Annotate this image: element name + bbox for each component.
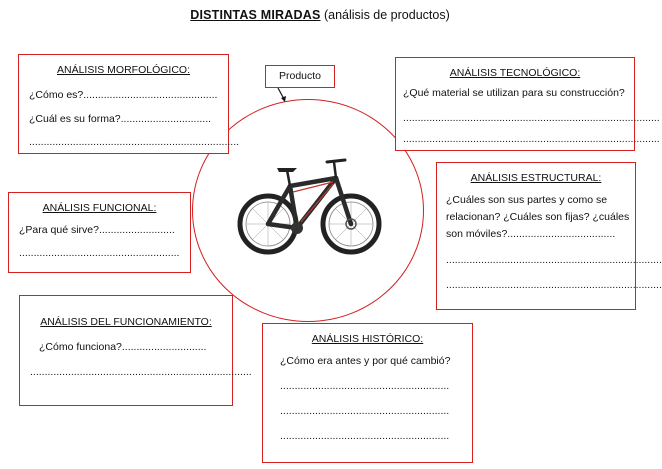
- box-tecnologico: [395, 57, 660, 151]
- heading-morfologico: ANÁLISIS MORFOLÓGICO:: [56, 64, 191, 76]
- line-morfologico-1: ¿Cómo es?..............................................: [29, 89, 218, 101]
- heading-estructural: ANÁLISIS ESTRUCTURAL:: [470, 172, 602, 184]
- line-funcionamiento-1: ¿Cómo funciona?.............................: [39, 341, 207, 353]
- line-tecnologico-2: ........................................................................................: [403, 112, 660, 124]
- heading-funcional: ANÁLISIS FUNCIONAL:: [42, 202, 157, 214]
- line-estructural-5: ..........................................................................: [446, 279, 662, 291]
- line-morfologico-3: ........................................................................: [29, 136, 240, 148]
- line-morfologico-2: ¿Cuál es su forma?...............................: [29, 113, 212, 125]
- bicycle-icon: [235, 152, 385, 262]
- arrow-down-icon: [276, 87, 290, 103]
- heading-funcionamiento: ANÁLISIS DEL FUNCIONAMIENTO:: [40, 316, 212, 328]
- box-estructural: [436, 162, 662, 310]
- line-estructural-2: relacionan? ¿Cuáles son fijas? ¿cuáles: [446, 211, 630, 223]
- line-estructural-1: ¿Cuáles son sus partes y como se: [446, 194, 608, 206]
- page-title-sub: (análisis de productos): [323, 8, 450, 22]
- heading-tecnologico: ANÁLISIS TECNOLÓGICO:: [449, 67, 581, 79]
- box-historico: [262, 323, 473, 463]
- page-title-main: DISTINTAS MIRADAS: [190, 8, 321, 22]
- line-tecnologico-3: ........................................................................................: [403, 133, 660, 145]
- line-historico-2: ..........................................................: [280, 380, 450, 392]
- line-historico-4: ..........................................................: [280, 430, 450, 442]
- line-funcional-2: .......................................................: [19, 247, 180, 259]
- line-tecnologico-1: ¿Qué material se utilizan para su construcción?: [403, 87, 625, 99]
- line-funcional-1: ¿Para qué sirve?..........................: [19, 224, 175, 236]
- line-estructural-3: son móviles?.....................................: [446, 228, 616, 240]
- line-historico-3: ..........................................................: [280, 405, 450, 417]
- box-funcional: [8, 192, 191, 273]
- box-funcionamiento: [19, 295, 252, 406]
- line-historico-1: ¿Cómo era antes y por qué cambió?: [280, 355, 451, 367]
- line-funcionamiento-2: ............................................................................: [30, 366, 252, 378]
- line-estructural-4: ..........................................................................: [446, 254, 662, 266]
- page-title: [0, 8, 640, 22]
- product-label: Producto: [265, 65, 335, 88]
- heading-historico: ANÁLISIS HISTÓRICO:: [311, 333, 424, 345]
- box-morfologico: [18, 54, 240, 154]
